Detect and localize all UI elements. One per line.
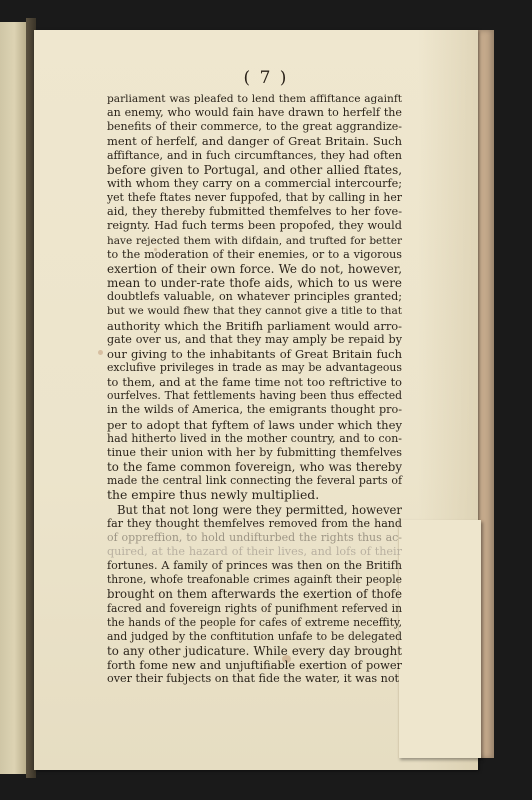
text-line: fortunes. A family of princes was then on the Britifh (107, 559, 402, 573)
text-line: with whom they carry on a commercial intercourfe; (107, 176, 402, 190)
text-line: over their fubjects on that fide the water, it was not (107, 672, 400, 686)
text-line: aid, they thereby fubmitted themfelves to her fove- (107, 205, 402, 219)
text-line: the hands of the people for cafes of extreme neceffity, (107, 615, 402, 629)
text-line: ment of herfelf, and danger of Great Britain. Such (107, 134, 402, 149)
page-number: ( 7 ) (243, 68, 289, 88)
text-line: have rejected them with difdain, and trufted for better (107, 234, 402, 247)
text-line: our giving to the inhabitants of Great Britain fuch (107, 346, 402, 361)
text-line: parliament was pleafed to lend them affiftance againft (107, 93, 402, 105)
text-line: affiftance, and in fuch circumftances, they had often (107, 148, 402, 162)
text-line: of oppreffion, to hold undifturbed the rights thus ac- (107, 530, 402, 544)
text-line: mean to under-rate thofe aids, which to us were (107, 276, 402, 291)
text-line: exertion of their own force. We do not, however, (107, 261, 402, 276)
text-line: gate over us, and that they may amply be repaid by (107, 332, 402, 346)
facing-page-edge (0, 22, 28, 774)
text-line: brought on them afterwards the exertion of thofe (107, 587, 402, 602)
pasted-slip (398, 520, 481, 758)
text-line: to the moderation of their enemies, or to a vigorous (107, 247, 402, 261)
text-line: and judged by the conftitution unfafe to be delegated (107, 629, 402, 643)
text-line: yet thefe ftates never fuppofed, that by calling in her (107, 191, 402, 205)
text-line: throne, whofe treafonable crimes againft their people (107, 573, 402, 587)
text-line: reignty. Had fuch terms been propofed, they would (107, 219, 402, 233)
text-line: But that not long were they permitted, however (117, 502, 402, 517)
text-line: to any other judicature. While every day brought (107, 644, 402, 659)
text-line: facred and fovereign rights of punifhment referved in (107, 601, 402, 615)
text-line: benefits of their commerce, to the great aggrandize- (107, 120, 402, 134)
text-line: in the wilds of America, the emigrants thought pro- (107, 403, 402, 417)
text-line: forth fome new and unjuftifiable exertion of power (107, 658, 402, 673)
text-line: before given to Portugal, and other allied ftates, (107, 162, 402, 177)
text-line: ourfelves. That fettlements having been thus effected (107, 389, 402, 403)
text-line: authority which the Britifh parliament would arro- (107, 318, 402, 333)
text-line: doubtlefs valuable, on whatever principles granted; (107, 290, 402, 304)
text-line: the empire thus newly multiplied. (107, 487, 320, 503)
text-line: exclufive privileges in trade as may be advantageous (107, 360, 402, 374)
text-line: to them, and at the fame time not too reftrictive to (107, 375, 402, 390)
text-line: an enemy, who would fain have drawn to herfelf the (107, 106, 402, 120)
text-line: made the central link connecting the feveral parts of (107, 474, 402, 488)
text-line: but we would fhew that they cannot give a title to that (107, 305, 402, 318)
page-text (107, 92, 402, 687)
text-line: far they thought themfelves removed from the hand (107, 516, 402, 530)
text-line: had hitherto lived in the mother country, and to con- (107, 431, 402, 445)
text-line: quired, at the hazard of their lives, and lofs of their (107, 545, 402, 558)
foxing-spot (98, 350, 103, 355)
text-line: tinue their union with her by fubmitting themfelves (107, 445, 402, 459)
text-line: to the fame common fovereign, who was thereby (107, 460, 402, 475)
text-line: per to adopt that fyftem of laws under which they (107, 417, 402, 432)
